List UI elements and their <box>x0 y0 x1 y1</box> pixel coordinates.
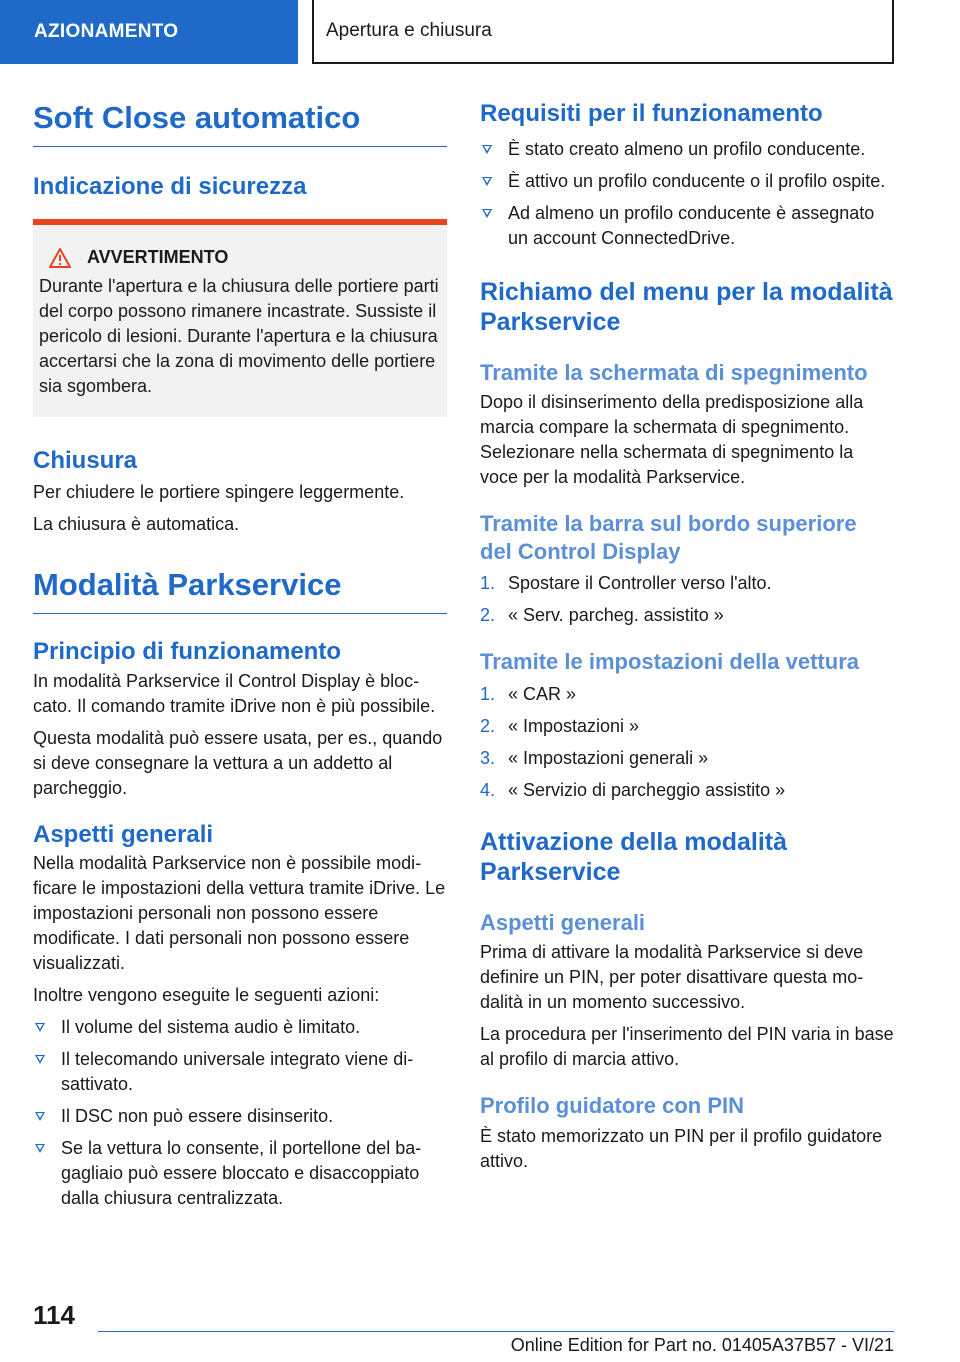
section-label: AZIONAMENTO <box>34 21 179 42</box>
warning-title: AVVERTIMENTO <box>87 247 229 268</box>
bullet-triangle-icon <box>482 145 492 154</box>
left-column <box>33 100 447 1211</box>
chapter-label: Apertura e chiusura <box>326 20 492 41</box>
page-number: 114 <box>33 1300 75 1330</box>
list-item: Il DSC non può essere disinserito. <box>33 1104 447 1129</box>
requirements-list <box>480 137 894 251</box>
list-item: 2. « Impostazioni » <box>480 715 640 736</box>
bullet-triangle-icon <box>35 1023 45 1032</box>
settings-steps-list <box>480 682 894 803</box>
shutdown-text: Dopo il disinserimento della predisposizione alla marcia compare la schermata di spegnimento. Selezionare nella schermata di spegnimento la voce per la modalità Parkservice. <box>480 392 864 488</box>
list-item: 3. « Impostazioni generali » <box>480 747 709 768</box>
settings-heading: Tramite le impostazioni della vettura <box>480 649 859 675</box>
activation-general-text-2: La procedura per l'inserimento del PIN varia in base al profilo di marcia attivo. <box>480 1024 894 1070</box>
list-item: Ad almeno un profilo conducente è assegnato un account ConnectedDrive. <box>480 201 894 251</box>
warning-box <box>33 219 447 417</box>
edition-text: Online Edition for Part no. 01405A37B57 - VI/21 <box>510 1335 894 1355</box>
list-item: È stato creato almeno un profilo conducente. <box>480 137 894 162</box>
general-text-2: Inoltre vengono eseguite le seguenti azioni: <box>33 985 380 1006</box>
soft-close-heading: Soft Close automatico <box>33 100 447 147</box>
warning-triangle-icon <box>49 248 71 268</box>
principle-text-1: In modalità Parkservice il Control Display è bloccato. Il comando tramite iDrive non è più possibile. <box>33 670 436 716</box>
list-item: Se la vettura lo consente, il portellone del bagagliaio può essere bloccato e disaccoppiato dalla chiusura centralizzata. <box>33 1136 447 1211</box>
right-column <box>480 100 894 1174</box>
bar-heading: Tramite la barra sul bordo superiore del Control Display <box>480 511 857 564</box>
list-item: È attivo un profilo conducente o il profilo ospite. <box>480 169 894 194</box>
list-item: Il volume del sistema audio è limitato. <box>33 1015 447 1040</box>
parkservice-heading: Modalità Parkservice <box>33 567 447 614</box>
activation-general-heading: Aspetti generali <box>480 909 646 935</box>
activation-general-text-1: Prima di attivare la modalità Parkservice si deve definire un PIN, per poter disattivare questa modalità in un momento successivo. <box>480 942 864 1013</box>
general-heading: Aspetti generali <box>33 820 214 848</box>
pin-text: È stato memorizzato un PIN per il profilo guidatore attivo. <box>480 1125 883 1171</box>
shutdown-heading: Tramite la schermata di spegnimento <box>480 359 868 385</box>
menu-heading: Richiamo del menu per la modalità Parkservice <box>480 277 893 336</box>
list-item: 2. « Serv. parcheg. assistito » <box>480 605 724 626</box>
principle-heading: Principio di funzionamento <box>33 637 341 665</box>
activation-heading: Attivazione della modalità Parkservice <box>480 827 788 886</box>
bullet-triangle-icon <box>35 1144 45 1153</box>
bullet-triangle-icon <box>482 209 492 218</box>
bar-steps-list <box>480 571 894 628</box>
chapter-tab <box>312 0 894 64</box>
warning-text: Durante l'apertura e la chiusura delle portiere parti del corpo possono rimanere incastrate. Sussiste il pericolo di lesioni. Durante l'apertura e la chiusura accertarsi che la zona di movimento delle portiere sia sgombera. <box>39 276 439 397</box>
closing-heading: Chiusura <box>33 447 138 475</box>
bullet-triangle-icon <box>482 177 492 186</box>
requirements-heading: Requisiti per il funzionamento <box>480 100 823 127</box>
bullet-triangle-icon <box>35 1055 45 1064</box>
safety-heading: Indicazione di sicurezza <box>33 172 307 200</box>
closing-text-2: La chiusura è automatica. <box>33 514 240 535</box>
general-text-1: Nella modalità Parkservice non è possibile modificare le impostazioni della vettura tramite iDrive. Le impostazioni personali non possono essere modificate. I dati personali non possono essere visualizzati. <box>33 853 446 974</box>
warning-title-row <box>39 247 439 268</box>
list-item: Il telecomando universale integrato viene disattivato. <box>33 1047 447 1097</box>
actions-list <box>33 1015 447 1211</box>
list-item: 4. « Servizio di parcheggio assistito » <box>480 779 786 800</box>
section-tab <box>0 0 298 64</box>
principle-text-2: Questa modalità può essere usata, per es., quando si deve consegnare la vettura a un addetto al parcheggio. <box>33 727 443 798</box>
list-item: 1. « CAR » <box>480 683 577 704</box>
closing-text-1: Per chiudere le portiere spingere leggermente. <box>33 482 405 503</box>
list-item: 1. Spostare il Controller verso l'alto. <box>480 573 772 594</box>
pin-heading: Profilo guidatore con PIN <box>480 1093 745 1119</box>
bullet-triangle-icon <box>35 1112 45 1121</box>
